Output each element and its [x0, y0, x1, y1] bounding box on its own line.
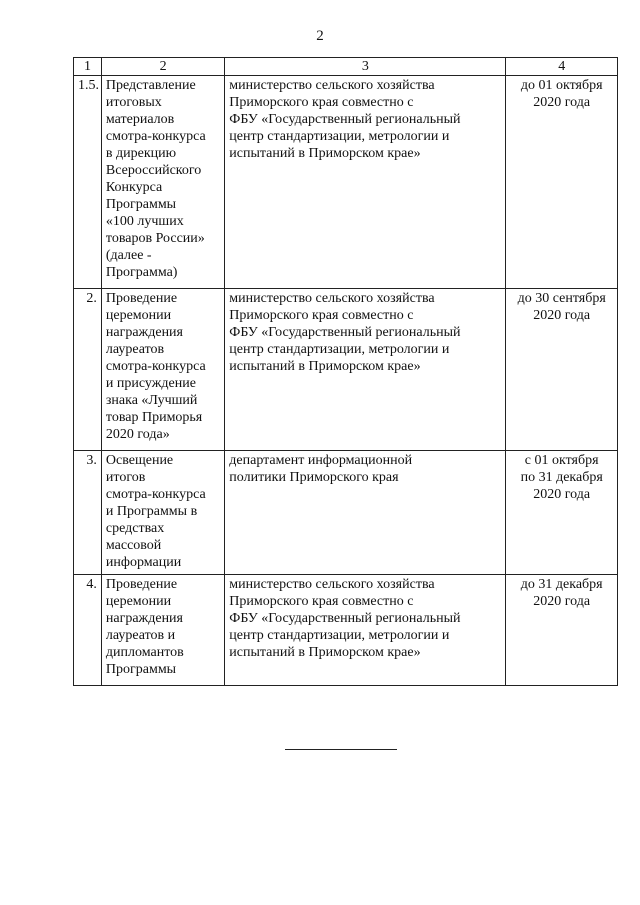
executor-cell [225, 575, 506, 686]
executor-cell [225, 76, 506, 289]
event-line: лауреатов [105, 342, 165, 357]
term-line: 2020 года [533, 594, 591, 609]
event-line: «100 лучших [105, 214, 184, 229]
executor-line: испытаний в Приморском крае» [229, 645, 421, 660]
term-cell [506, 451, 618, 575]
executor-line: Приморского края совместно с [229, 308, 414, 323]
event-cell [101, 451, 224, 575]
executor-line: департамент информационной [229, 453, 413, 468]
term-cell [506, 289, 618, 451]
event-line: церемонии [105, 594, 172, 609]
event-line: информации [105, 555, 182, 570]
term-line: с 01 октября [524, 453, 599, 468]
event-line: 2020 года» [105, 427, 170, 442]
event-line: итогов [105, 470, 146, 485]
event-line: знака «Лучший [105, 393, 198, 408]
table-header-row [74, 58, 618, 76]
term-cell [506, 76, 618, 289]
header-cell-4: 4 [506, 58, 618, 76]
executor-line: центр стандартизации, метрологии и [229, 342, 450, 357]
event-line: Всероссийского [105, 163, 202, 178]
event-line: Проведение [105, 577, 178, 592]
event-line: и Программы в [105, 504, 198, 519]
schedule-table [73, 57, 618, 686]
executor-line: ФБУ «Государственный региональный [229, 112, 461, 127]
term-line: 2020 года [533, 487, 591, 502]
event-line: дипломантов [105, 645, 184, 660]
row-number: 4. [74, 575, 102, 686]
event-line: средствах [105, 521, 165, 536]
event-line: награждения [105, 325, 183, 340]
event-line: Освещение [105, 453, 174, 468]
event-line: массовой [105, 538, 162, 553]
table-row [74, 289, 618, 451]
executor-cell [225, 451, 506, 575]
term-line: 2020 года [533, 308, 591, 323]
term-line: до 31 декабря [520, 577, 603, 592]
event-line: смотра-конкурса [105, 129, 206, 144]
executor-line: ФБУ «Государственный региональный [229, 325, 461, 340]
table-row [74, 575, 618, 686]
executor-line: испытаний в Приморском крае» [229, 146, 421, 161]
event-line: Конкурса [105, 180, 163, 195]
event-line: лауреатов и [105, 628, 176, 643]
event-line: и присуждение [105, 376, 196, 391]
event-line: итоговых [105, 95, 162, 110]
event-line: Программы [105, 662, 177, 677]
table-row [74, 451, 618, 575]
executor-line: министерство сельского хозяйства [229, 78, 435, 93]
header-cell-3: 3 [225, 58, 506, 76]
executor-line: политики Приморского края [229, 470, 399, 485]
row-number: 2. [74, 289, 102, 451]
executor-cell [225, 289, 506, 451]
executor-line: министерство сельского хозяйства [229, 577, 435, 592]
event-line: в дирекцию [105, 146, 177, 161]
event-line: смотра-конкурса [105, 359, 206, 374]
executor-line: Приморского края совместно с [229, 95, 414, 110]
closing-divider-line [285, 749, 397, 750]
event-line: (далее - [105, 248, 152, 263]
executor-line: Приморского края совместно с [229, 594, 414, 609]
event-line: награждения [105, 611, 183, 626]
event-line: товаров России» [105, 231, 205, 246]
executor-line: испытаний в Приморском крае» [229, 359, 421, 374]
executor-line: министерство сельского хозяйства [229, 291, 435, 306]
table-row [74, 76, 618, 289]
executor-line: ФБУ «Государственный региональный [229, 611, 461, 626]
event-line: Проведение [105, 291, 178, 306]
event-line: Программа) [105, 265, 178, 280]
event-line: церемонии [105, 308, 172, 323]
term-cell [506, 575, 618, 686]
event-line: Программы [105, 197, 177, 212]
term-line: 2020 года [533, 95, 591, 110]
term-line: до 01 октября [520, 78, 603, 93]
header-cell-2: 2 [101, 58, 224, 76]
event-line: смотра-конкурса [105, 487, 206, 502]
event-cell [101, 76, 224, 289]
row-number: 1.5. [74, 76, 102, 289]
term-line: до 30 сентября [517, 291, 606, 306]
event-cell [101, 575, 224, 686]
executor-line: центр стандартизации, метрологии и [229, 628, 450, 643]
term-line: по 31 декабря [520, 470, 603, 485]
executor-line: центр стандартизации, метрологии и [229, 129, 450, 144]
event-line: материалов [105, 112, 175, 127]
event-cell [101, 289, 224, 451]
event-line: Представление [105, 78, 196, 93]
row-number: 3. [74, 451, 102, 575]
header-cell-1: 1 [74, 58, 102, 76]
page-number: 2 [316, 28, 324, 44]
event-line: товар Приморья [105, 410, 203, 425]
